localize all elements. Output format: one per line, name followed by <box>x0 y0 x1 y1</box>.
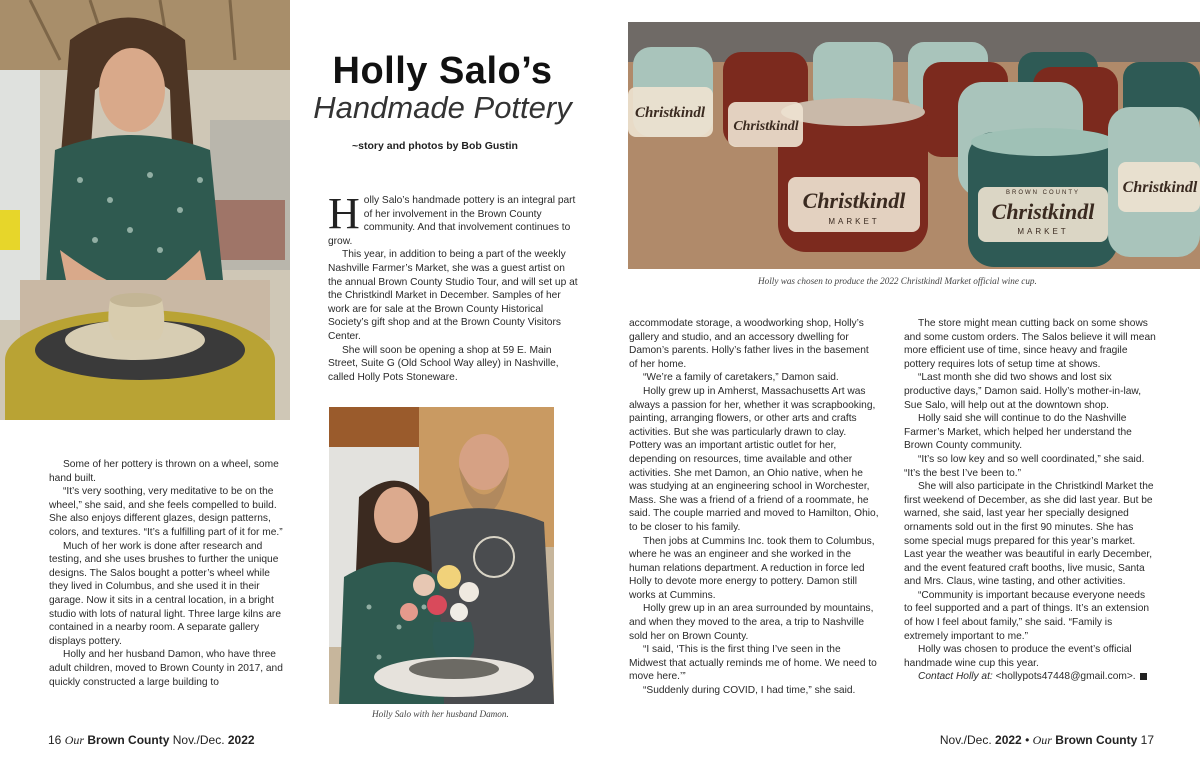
photo-couple <box>329 407 554 704</box>
contact-email[interactable]: <hollypots47448@gmail.com>. <box>995 671 1136 683</box>
intro-column <box>328 189 578 384</box>
magazine-name-left: Brown County <box>87 733 170 747</box>
left-paragraph-2: “It’s very soothing, very meditative to be on the wheel,” she said, and she feels compelled to build. She also enjoys different glazes, design patterns, colors, and textures. “It’s a fulfilling part of it for me.” <box>49 486 283 538</box>
mug-label-brand-4: Christkindl <box>733 119 799 134</box>
drop-cap: H <box>328 189 360 238</box>
intro-paragraph-2: This year, in addition to being a part of the weekly Nashville Farmer’s Market, she was a guest artist on the annual Brown County Studio Tour, and will set up at the Christkindl Market in December. Samples of her work are for sale at the Brown County Historical Society’s gift shop and at the Brown County Visitors Center. <box>328 249 578 342</box>
left-paragraph-3: Much of her work is done after research and testing, and she uses brushes to further the unique designs. The Salos bought a potter’s wheel while they lived in Columbus, and she used it in their garage. Now it sits in a central location, in a bright studio with lots of natural light. Three large kilns are contained in a nearby room. A separate gallery displays pottery. <box>49 540 281 647</box>
photo-potter-at-wheel <box>0 0 290 420</box>
year-left: 2022 <box>227 733 255 747</box>
middle-paragraph-5: Holly grew up in an area surrounded by mountains, and when they moved to the area, a trip to Nashville sold her on Brown County. <box>629 603 874 642</box>
mug-label-brand-2: Christkindl <box>991 199 1095 224</box>
middle-paragraph-1: accommodate storage, a woodworking shop, Holly’s gallery and studio, and an accessory dwelling for Damon’s parents. Holly’s father lives in the basement of her home. <box>629 318 869 370</box>
middle-paragraph-6: “I said, ‘This is the first thing I’ve seen in the Midwest that actually reminds me of home. We need to move here.’” <box>629 644 877 683</box>
middle-paragraph-2: “We’re a family of caretakers,” Damon said. <box>643 372 839 384</box>
middle-paragraph-3: Holly grew up in Amherst, Massachusetts Art was always a passion for her, whether it was scrapbooking, painting, arranging flowers, or other arts and crafts activities. But she was particularly drawn to clay. Pottery was an important artistic outlet for her, depending on resources, time available and other activities. She met Damon, an Ohio native, when he was studying at an engineering school in Worchester, Mass. She was a friend of a friend of a roommate, he said. The couple married and moved to Hamilton, Ohio, to be closer to his family. <box>629 385 879 533</box>
mugs-image <box>628 22 1200 269</box>
folio-left <box>48 733 255 748</box>
issue-left: Nov./Dec. <box>172 733 225 747</box>
middle-column <box>629 317 879 698</box>
left-paragraph-4: Holly and her husband Damon, who have three adult children, moved to Brown County in 2017, and quickly constructed a large building to <box>49 649 283 688</box>
right-paragraph-4: “It’s so low key and so well coordinated,” she said. “It’s the best I’ve been to.” <box>904 453 1145 479</box>
year-right: 2022 <box>995 733 1022 747</box>
mug-label-brand-3: Christkindl <box>634 105 706 121</box>
contact-label: Contact Holly at: <box>918 671 993 683</box>
magazine-our-left: Our <box>64 733 85 747</box>
mug-label-sub-2: MARKET <box>1017 227 1069 236</box>
article-subtitle: Handmade Pottery <box>313 90 572 125</box>
end-of-story-mark <box>1140 673 1147 680</box>
right-paragraph-6: “Community is important because everyone needs to feel supported and a part of things. It’s an extension of how I feel about family,” she said. “Family is extremely important to me.” <box>904 589 1150 642</box>
intro-paragraph-3: She will soon be opening a shop at 59 E. Main Street, Suite G (Old School Way alley) in Nashville, called Holly Pots Stoneware. <box>328 344 559 383</box>
right-column <box>904 317 1156 684</box>
right-paragraph-1: The store might mean cutting back on some shows and some custom orders. The Salos believe it will mean more efficient use of time, since heavy and fragile pottery requires lots of setup time at shows. <box>904 318 1156 370</box>
page-number-right: 17 <box>1140 733 1154 747</box>
right-paragraph-3: Holly said she will continue to do the Nashville Farmer’s Market, which helped her understand the Brown County community. <box>904 413 1132 452</box>
mug-label-arc-2: BROWN COUNTY <box>1006 190 1080 196</box>
middle-paragraph-7: “Suddenly during COVID, I had time,” she said. <box>643 685 856 697</box>
magazine-name-right: Brown County <box>1055 733 1138 747</box>
article-title: Holly Salo’s <box>332 50 553 92</box>
contact-line <box>904 670 1156 684</box>
potter-image <box>0 0 290 420</box>
right-paragraph-2: “Last month she did two shows and lost six productive days,” Damon said. Holly’s mother-in-law, Sue Salo, will help out at the downtown shop. <box>904 372 1142 411</box>
page-number-left: 16 <box>48 733 62 747</box>
right-paragraph-7: Holly was chosen to produce the event’s official handmade wine cup this year. <box>904 644 1132 669</box>
couple-image <box>329 407 554 704</box>
intro-paragraph-1: Holly Salo’s handmade pottery is an integral part of her involvement in the Brown County community. And that involvement continues to grow. <box>328 189 576 247</box>
article-byline: ~story and photos by Bob Gustin <box>352 140 518 152</box>
right-paragraph-5: She will also participate in the Christkindl Market the first weekend of December, as she did last year. But be warned, she said, last year her specially designed ornaments sold out in the first 90 minutes. She has some special mugs prepared for this year’s market. Last year the weather was beautiful in early December, and the event featured craft booths, live music, Santa and Mrs. Claus, wine tasting, and other activities. <box>904 481 1154 588</box>
magazine-our-right: Our <box>1032 733 1052 747</box>
folio-bullet: • <box>1025 733 1030 747</box>
middle-paragraph-4: Then jobs at Cummins Inc. took them to Columbus, where he was an engineer and she worked in the human relations department. A reduction in force led Holly to devote more energy to pottery. Damon still works at Cummins. <box>629 535 875 601</box>
caption-couple: Holly Salo with her husband Damon. <box>372 709 509 719</box>
issue-right: Nov./Dec. <box>939 733 992 747</box>
left-paragraph-1: Some of her pottery is thrown on a wheel, some hand built. <box>49 459 279 484</box>
photo-christkindl-mugs <box>628 22 1200 269</box>
folio-right <box>940 733 1154 748</box>
mug-label-brand-1: Christkindl <box>802 188 906 213</box>
left-column <box>49 458 289 689</box>
caption-mugs: Holly was chosen to produce the 2022 Christkindl Market official wine cup. <box>758 276 1037 286</box>
mug-label-brand-5: Christkindl <box>1122 179 1198 196</box>
mug-label-sub-1: MARKET <box>828 217 880 226</box>
